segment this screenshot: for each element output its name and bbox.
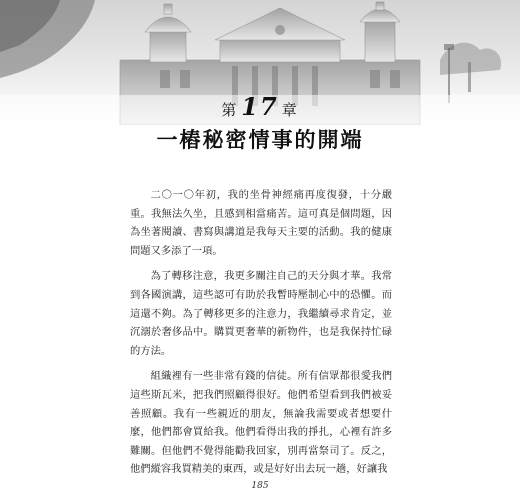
page-number: 185 [251,481,269,491]
body-text [130,186,392,486]
paragraph-2: 為了轉移注意，我更多關注自己的天分與才華。我常到各國演講，這些認可有助於我暫時壓制心中的恐懼。而這還不夠。為了轉移更多的注意力，我繼續尋求肯定，並沉溺於奢侈品中。購買更奢華的新物件，也是我保持忙碌的方法。 [130,270,392,357]
chapter-number-value: 17 [241,92,279,121]
chapter-prefix: 第 [221,101,239,119]
chapter-suffix: 章 [281,101,299,119]
paragraph-1: 二〇一〇年初，我的坐骨神經痛再度復發，十分嚴重。我無法久坐，且感到相當痛苦。這可真是個問題，因為坐著閱讀、書寫與講道是我每天主要的活動。我的健康問題又多添了一項。 [130,189,392,257]
paragraph-3: 組織裡有一些非常有錢的信徒。所有信眾都很愛我們這些斯瓦米，把我們照顧得很好。他們希望看到我們被妥善照顧。我有一些親近的朋友，無論我需要或者想要什麼，他們都會買給我。他們看得出我的掙扎，心裡有許多難關。但他們不覺得能勸我回家，別再當祭司了。反之，他們縱容我買精美的東西，或是好好出去玩一趟，好讓我 [130,370,392,476]
chapter-title: 一樁秘密情事的開端 [156,128,364,152]
chapter-number [0,92,520,121]
